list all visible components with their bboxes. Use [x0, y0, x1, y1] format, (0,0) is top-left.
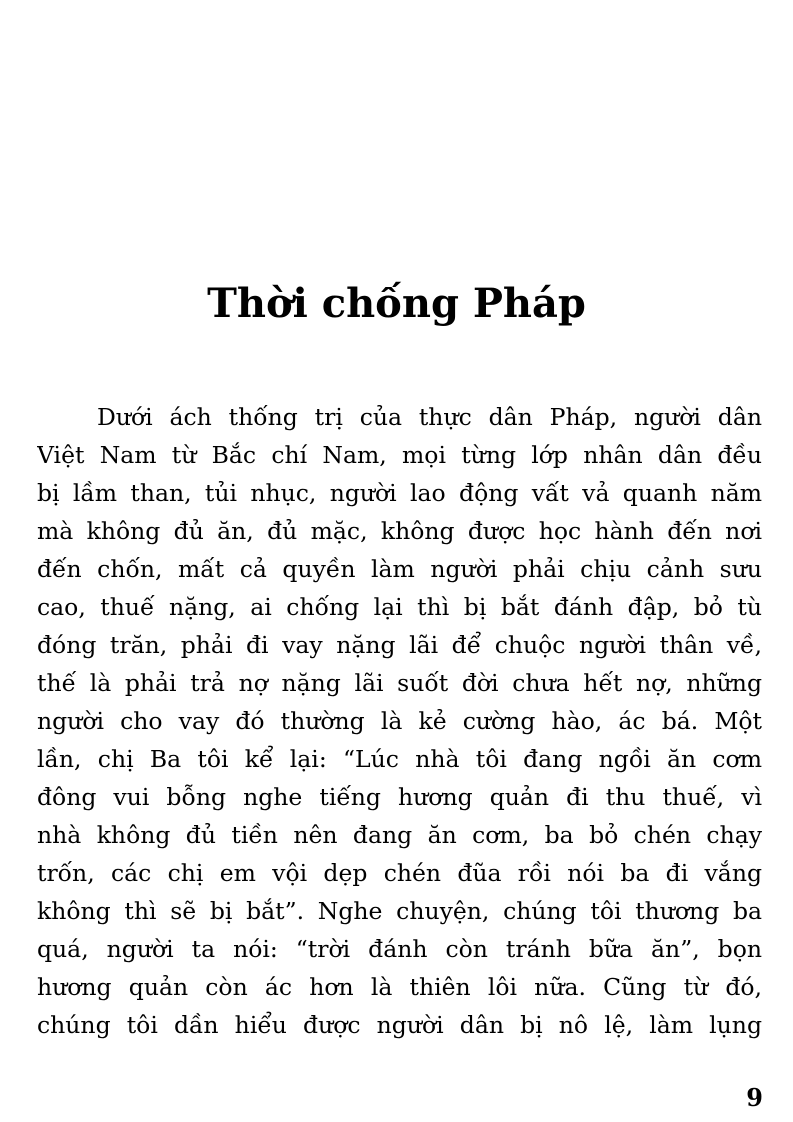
- text-line: thế là phải trả nợ nặng lãi suốt đời chưa hết nợ, những: [37, 669, 762, 697]
- text-line: Việt Nam từ Bắc chí Nam, mọi từng lớp nhân dân đều: [37, 441, 762, 469]
- text-line: hương quản còn ác hơn là thiên lôi nữa. Cũng từ đó,: [37, 973, 762, 1001]
- text-line: Dưới ách thống trị của thực dân Pháp, người dân: [97, 403, 762, 431]
- text-line: chúng tôi dần hiểu được người dân bị nô lệ, làm lụng: [37, 1011, 762, 1039]
- text-line: đến chốn, mất cả quyền làm người phải chịu cảnh sưu: [37, 555, 762, 583]
- text-line: bị lầm than, tủi nhục, người lao động vất vả quanh năm: [37, 479, 762, 507]
- text-line: mà không đủ ăn, đủ mặc, không được học hành đến nơi: [37, 517, 762, 545]
- chapter-title: Thời chống Pháp: [207, 280, 586, 327]
- text-line: lần, chị Ba tôi kể lại: “Lúc nhà tôi đang ngồi ăn cơm: [37, 745, 762, 773]
- text-line: không thì sẽ bị bắt”. Nghe chuyện, chúng tôi thương ba: [37, 897, 762, 925]
- text-line: đông vui bỗng nghe tiếng hương quản đi thu thuế, vì: [37, 783, 762, 811]
- text-line: cao, thuế nặng, ai chống lại thì bị bắt đánh đập, bỏ tù: [37, 593, 762, 621]
- body-paragraph: [37, 398, 762, 1044]
- page-number: 9: [746, 1083, 763, 1112]
- text-line: người cho vay đó thường là kẻ cường hào, ác bá. Một: [37, 707, 762, 735]
- text-line: trốn, các chị em vội dẹp chén đũa rồi nói ba đi vắng: [37, 859, 762, 887]
- text-line: quá, người ta nói: “trời đánh còn tránh bữa ăn”, bọn: [37, 935, 762, 963]
- text-line: nhà không đủ tiền nên đang ăn cơm, ba bỏ chén chạy: [37, 821, 762, 849]
- text-line: đóng trăn, phải đi vay nặng lãi để chuộc người thân về,: [37, 631, 762, 659]
